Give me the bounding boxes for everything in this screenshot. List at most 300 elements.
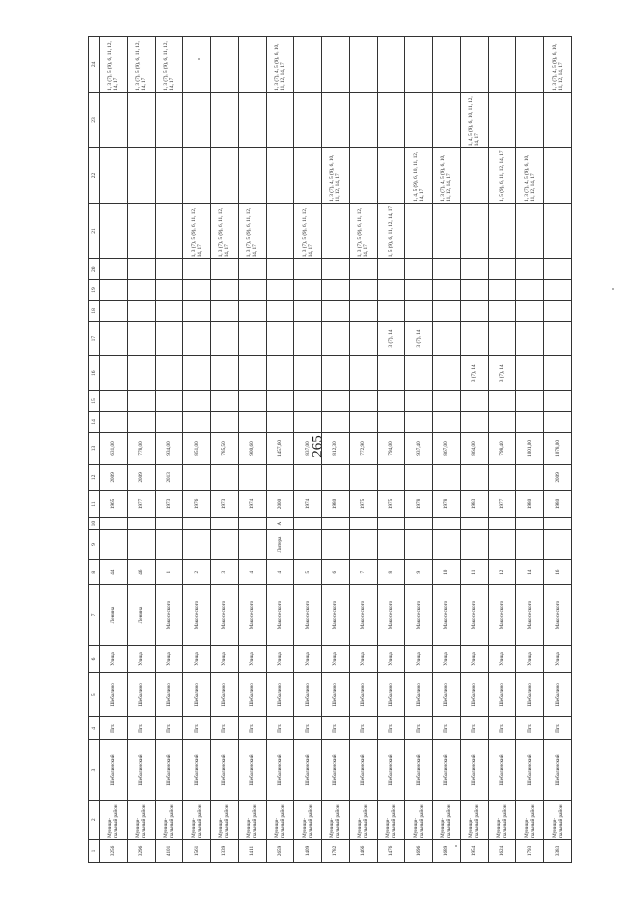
table-cell <box>183 92 211 148</box>
table-cell: Шебалинский <box>155 740 183 800</box>
table-cell: Улица <box>349 645 377 673</box>
table-cell: Шебалино <box>322 673 350 717</box>
table-cell <box>460 391 488 412</box>
table-cell <box>294 321 322 356</box>
table-cell <box>377 280 405 301</box>
table-cell <box>544 356 572 391</box>
table-cell: Муници-пальный район <box>433 800 461 839</box>
table-cell <box>238 465 266 490</box>
table-cell: 1696 <box>405 839 433 862</box>
column-header: 23 <box>89 92 100 148</box>
table-row <box>405 37 433 863</box>
table-cell <box>266 259 294 280</box>
table-cell <box>488 321 516 356</box>
table-row <box>488 37 516 863</box>
table-cell <box>349 280 377 301</box>
table-cell <box>183 411 211 432</box>
table-cell <box>460 280 488 301</box>
column-header: 12 <box>89 465 100 490</box>
table-cell: Макосеского <box>238 585 266 645</box>
table-cell <box>544 321 572 356</box>
table-cell <box>322 259 350 280</box>
table-cell <box>238 411 266 432</box>
table-cell <box>322 280 350 301</box>
table-body <box>100 37 572 863</box>
table-cell: 1 <box>155 559 183 584</box>
table-cell <box>544 518 572 530</box>
table-cell: Шебалинский <box>488 740 516 800</box>
table-cell <box>433 356 461 391</box>
table-cell: Муници-пальный район <box>460 800 488 839</box>
table-cell <box>266 321 294 356</box>
table-row <box>460 37 488 863</box>
table-cell <box>377 259 405 280</box>
table-cell <box>405 300 433 321</box>
table-cell: 1, 3 (7), 5 (9), 6, 11, 12, 14, 17 <box>211 203 239 259</box>
table-cell <box>349 391 377 412</box>
table-cell <box>405 280 433 301</box>
table-cell: Пгт. <box>100 717 128 740</box>
table-cell <box>155 391 183 412</box>
table-cell <box>405 37 433 93</box>
table-cell: 2013 <box>155 465 183 490</box>
table-cell: Муници-пальный район <box>155 800 183 839</box>
table-cell <box>127 300 155 321</box>
table-cell <box>294 148 322 204</box>
table-cell <box>460 321 488 356</box>
table-cell <box>433 518 461 530</box>
table-row <box>322 37 350 863</box>
table-cell <box>155 321 183 356</box>
table-cell <box>433 321 461 356</box>
table-cell: Шебалинский <box>322 740 350 800</box>
table-cell: Шебалино <box>238 673 266 717</box>
table-cell: 1980 <box>322 490 350 518</box>
table-cell <box>433 411 461 432</box>
table-cell: Пгт. <box>183 717 211 740</box>
table-cell: Макосеского <box>433 585 461 645</box>
table-cell: 1476 <box>377 839 405 862</box>
column-header: 24 <box>89 37 100 93</box>
table-cell <box>127 148 155 204</box>
table-cell <box>516 37 544 93</box>
table-cell: Шебалинский <box>405 740 433 800</box>
table-cell <box>238 148 266 204</box>
table-cell <box>183 391 211 412</box>
scan-speck <box>198 58 200 60</box>
table-cell: 2659 <box>266 839 294 862</box>
table-cell: 1689 <box>433 839 461 862</box>
table-row <box>211 37 239 863</box>
table-cell <box>460 203 488 259</box>
table-row <box>516 37 544 863</box>
table-cell: 44 <box>100 559 128 584</box>
table-cell: Улица <box>127 645 155 673</box>
table-cell: Муници-пальный район <box>294 800 322 839</box>
table-cell: Шебалинский <box>349 740 377 800</box>
table-cell: 1409 <box>294 839 322 862</box>
table-cell <box>155 411 183 432</box>
table-cell <box>488 518 516 530</box>
table-cell: 1, 3 (7), 4, 5 (9), 6, 10, 11, 12, 14, 17 <box>516 148 544 204</box>
table-cell <box>460 411 488 432</box>
table-cell: 1793 <box>516 839 544 862</box>
table-cell <box>127 411 155 432</box>
table-cell: Пгт. <box>516 717 544 740</box>
table-cell: Улица <box>488 645 516 673</box>
table-cell <box>211 280 239 301</box>
table-cell <box>183 280 211 301</box>
table-cell: Пгт. <box>127 717 155 740</box>
table-cell <box>211 391 239 412</box>
table-cell <box>460 465 488 490</box>
table-cell <box>211 518 239 530</box>
table-cell <box>460 300 488 321</box>
table-cell: 1782 <box>322 839 350 862</box>
table-cell: Шебалино <box>460 673 488 717</box>
table-cell <box>405 203 433 259</box>
table-cell: Макосеского <box>488 585 516 645</box>
table-cell: Пгт. <box>460 717 488 740</box>
table-cell <box>238 356 266 391</box>
table-cell <box>460 37 488 93</box>
table-cell: Шебалинский <box>294 740 322 800</box>
rotated-table-container <box>88 36 572 863</box>
table-cell <box>100 92 128 148</box>
table-cell: Шебалино <box>294 673 322 717</box>
table-cell <box>266 465 294 490</box>
table-cell: Шебалино <box>488 673 516 717</box>
table-cell: Улица <box>238 645 266 673</box>
table-cell: 778,00 <box>127 432 155 464</box>
table-cell: 5 <box>294 559 322 584</box>
table-cell <box>266 391 294 412</box>
table-cell <box>211 300 239 321</box>
table-cell: Улица <box>322 645 350 673</box>
table-cell: 4101 <box>155 839 183 862</box>
table-cell <box>349 356 377 391</box>
table-cell: 1, 3 (7), 4, 5 (9), 6, 10, 11, 12, 14, 17 <box>266 37 294 93</box>
table-cell <box>377 37 405 93</box>
table-cell: 934,00 <box>155 432 183 464</box>
table-cell: Шебалино <box>405 673 433 717</box>
table-cell: 867,00 <box>433 432 461 464</box>
table-cell <box>433 92 461 148</box>
table-cell: Шебалинский <box>460 740 488 800</box>
table-cell: Шебалинский <box>183 740 211 800</box>
table-cell <box>405 529 433 559</box>
table-cell: Макосеского <box>211 585 239 645</box>
table-cell <box>211 321 239 356</box>
table-cell: Улица <box>266 645 294 673</box>
column-header: 22 <box>89 148 100 204</box>
table-cell: Улица <box>100 645 128 673</box>
table-cell <box>322 391 350 412</box>
scan-speck <box>612 288 614 290</box>
table-cell: Ленина <box>100 585 128 645</box>
table-cell: 1, 4, 5 (9), 6, 10, 11, 12, 14, 17 <box>460 92 488 148</box>
table-cell: Пгт. <box>266 717 294 740</box>
table-cell: Шебалинский <box>544 740 572 800</box>
column-header: 3 <box>89 740 100 800</box>
table-cell <box>405 518 433 530</box>
column-header: 1 <box>89 839 100 862</box>
table-cell <box>127 321 155 356</box>
table-cell: 1561 <box>183 839 211 862</box>
table-cell: Муници-пальный район <box>238 800 266 839</box>
table-row <box>433 37 461 863</box>
table-cell: 812,30 <box>322 432 350 464</box>
table-cell <box>266 356 294 391</box>
table-cell <box>183 259 211 280</box>
table-cell: Макосеского <box>349 585 377 645</box>
table-cell <box>211 92 239 148</box>
table-cell: Ленина <box>127 585 155 645</box>
table-cell <box>100 280 128 301</box>
table-cell: Макосеского <box>294 585 322 645</box>
table-cell <box>100 148 128 204</box>
table-cell: Шебалинский <box>377 740 405 800</box>
table-cell <box>349 300 377 321</box>
table-cell <box>377 391 405 412</box>
table-row <box>100 37 128 863</box>
table-cell: 1980 <box>544 490 572 518</box>
table-cell <box>266 280 294 301</box>
table-cell: Муници-пальный район <box>127 800 155 839</box>
table-cell: 1954 <box>460 839 488 862</box>
table-cell: 1975 <box>349 490 377 518</box>
table-cell: Шебалино <box>266 673 294 717</box>
table-cell: Пгт. <box>433 717 461 740</box>
table-cell <box>544 529 572 559</box>
table-cell: Шебалино <box>211 673 239 717</box>
table-cell <box>516 356 544 391</box>
table-cell <box>155 148 183 204</box>
table-cell <box>238 259 266 280</box>
table-cell <box>183 465 211 490</box>
table-cell <box>294 518 322 530</box>
column-header: 20 <box>89 259 100 280</box>
table-cell: Шебалинский <box>238 740 266 800</box>
table-cell <box>322 321 350 356</box>
table-cell <box>211 411 239 432</box>
table-cell <box>349 411 377 432</box>
table-cell <box>516 321 544 356</box>
table-cell <box>183 356 211 391</box>
table-cell: Шебалинский <box>127 740 155 800</box>
table-cell <box>100 300 128 321</box>
table-cell <box>322 92 350 148</box>
table-cell: 1976 <box>183 490 211 518</box>
table-cell: 3 (7), 14 <box>377 321 405 356</box>
table-cell: 1, 3 (7), 4, 5 (9), 6, 10, 11, 12, 14, 17 <box>322 148 350 204</box>
table-cell: Пгт. <box>322 717 350 740</box>
table-cell <box>516 300 544 321</box>
table-cell <box>460 529 488 559</box>
table-cell <box>238 518 266 530</box>
table-cell <box>100 356 128 391</box>
table-cell <box>155 529 183 559</box>
table-cell: 1978 <box>405 490 433 518</box>
table-cell: 1, 3 (7), 5 (9), 6, 11, 12, 14, 17 <box>238 203 266 259</box>
table-cell <box>211 259 239 280</box>
table-cell <box>460 518 488 530</box>
table-cell <box>488 259 516 280</box>
table-cell <box>322 356 350 391</box>
table-cell <box>238 300 266 321</box>
table-cell <box>100 321 128 356</box>
table-cell <box>488 203 516 259</box>
table-row <box>294 37 322 863</box>
table-cell <box>405 391 433 412</box>
table-cell <box>544 203 572 259</box>
table-cell <box>127 518 155 530</box>
table-cell <box>127 259 155 280</box>
table-cell <box>266 92 294 148</box>
table-cell: Шебалино <box>433 673 461 717</box>
table-cell <box>516 259 544 280</box>
table-cell <box>405 465 433 490</box>
table-row <box>183 37 211 863</box>
table-cell: Шебалинский <box>100 740 128 800</box>
table-cell <box>294 465 322 490</box>
table-cell: 3 (7), 14 <box>460 356 488 391</box>
table-cell <box>433 203 461 259</box>
column-header: 18 <box>89 300 100 321</box>
table-cell <box>516 280 544 301</box>
table-cell <box>544 411 572 432</box>
table-cell <box>183 518 211 530</box>
table-cell: Макосеского <box>266 585 294 645</box>
table-cell <box>516 465 544 490</box>
table-cell: 851,00 <box>183 432 211 464</box>
table-cell <box>377 529 405 559</box>
table-cell: Шебалинский <box>266 740 294 800</box>
table-cell <box>266 148 294 204</box>
table-cell <box>155 92 183 148</box>
table-cell <box>322 203 350 259</box>
table-cell <box>405 92 433 148</box>
table-cell <box>294 37 322 93</box>
table-cell <box>238 37 266 93</box>
table-cell <box>349 518 377 530</box>
table-cell: Макосеского <box>460 585 488 645</box>
table-cell: 1, 3 (7), 5 (9), 6, 11, 12, 14, 17 <box>100 37 128 93</box>
table-cell: Пгт. <box>294 717 322 740</box>
table-cell <box>433 529 461 559</box>
table-cell <box>100 391 128 412</box>
table-cell: 1, 3 (7), 5 (9), 6, 11, 12, 14, 17 <box>183 203 211 259</box>
table-cell <box>238 391 266 412</box>
table-cell: Муници-пальный район <box>488 800 516 839</box>
table-cell: Муници-пальный район <box>349 800 377 839</box>
table-cell: Муници-пальный район <box>322 800 350 839</box>
table-cell: 1974 <box>294 490 322 518</box>
table-cell: Муници-пальный район <box>100 800 128 839</box>
table-cell <box>294 259 322 280</box>
table-cell <box>100 203 128 259</box>
table-cell: Пгт. <box>544 717 572 740</box>
table-cell: 10 <box>433 559 461 584</box>
table-row <box>238 37 266 863</box>
table-cell: 798,40 <box>488 432 516 464</box>
table-cell: 937,40 <box>405 432 433 464</box>
table-cell <box>488 92 516 148</box>
table-cell <box>211 148 239 204</box>
table-cell: 785,50 <box>211 432 239 464</box>
table-cell <box>544 259 572 280</box>
table-cell <box>488 280 516 301</box>
column-header: 11 <box>89 490 100 518</box>
table-cell: Шебалино <box>127 673 155 717</box>
table-cell: 3 <box>211 559 239 584</box>
column-header: 9 <box>89 529 100 559</box>
table-cell: 9 <box>405 559 433 584</box>
scan-speck <box>455 845 457 847</box>
table-cell <box>405 259 433 280</box>
table-cell <box>516 411 544 432</box>
table-cell: Макосеского <box>155 585 183 645</box>
table-cell: Улица <box>294 645 322 673</box>
column-header: 17 <box>89 321 100 356</box>
table-cell: 16 <box>544 559 572 584</box>
table-cell: 1466 <box>349 839 377 862</box>
table-cell: Пгт. <box>377 717 405 740</box>
table-cell: Шебалино <box>516 673 544 717</box>
table-cell <box>155 280 183 301</box>
table-cell: 14 <box>516 559 544 584</box>
table-cell: Улица <box>155 645 183 673</box>
table-cell <box>516 529 544 559</box>
table-cell <box>238 529 266 559</box>
table-row <box>377 37 405 863</box>
table-cell: Муници-пальный район <box>405 800 433 839</box>
table-cell: 1, 3 (7), 5 (9), 6, 11, 12, 14, 17 <box>127 37 155 93</box>
table-cell <box>183 529 211 559</box>
table-cell: Муници-пальный район <box>211 800 239 839</box>
table-cell: 6 <box>322 559 350 584</box>
table-cell <box>349 37 377 93</box>
table-cell: Литера <box>266 529 294 559</box>
table-cell: 1457,60 <box>266 432 294 464</box>
table-cell <box>377 300 405 321</box>
table-cell: Улица <box>377 645 405 673</box>
table-cell <box>544 92 572 148</box>
table-cell <box>349 259 377 280</box>
table-cell: Шебалино <box>544 673 572 717</box>
table-cell: Улица <box>544 645 572 673</box>
table-cell <box>377 148 405 204</box>
table-cell: Муници-пальный район <box>183 800 211 839</box>
table-cell: Шебалино <box>377 673 405 717</box>
table-cell: 1974 <box>238 490 266 518</box>
table-cell: 11 <box>460 559 488 584</box>
table-cell <box>100 259 128 280</box>
table-cell: 1, 5 (9), 6, 11, 12, 14, 17 <box>488 148 516 204</box>
table-cell <box>155 356 183 391</box>
table-cell <box>488 465 516 490</box>
table-cell <box>211 465 239 490</box>
table-cell <box>127 280 155 301</box>
table-cell <box>349 465 377 490</box>
table-cell <box>294 356 322 391</box>
table-cell: 631,00 <box>100 432 128 464</box>
table-cell <box>294 280 322 301</box>
table-cell <box>238 321 266 356</box>
table-cell <box>516 391 544 412</box>
column-header: 19 <box>89 280 100 301</box>
table-cell <box>377 465 405 490</box>
